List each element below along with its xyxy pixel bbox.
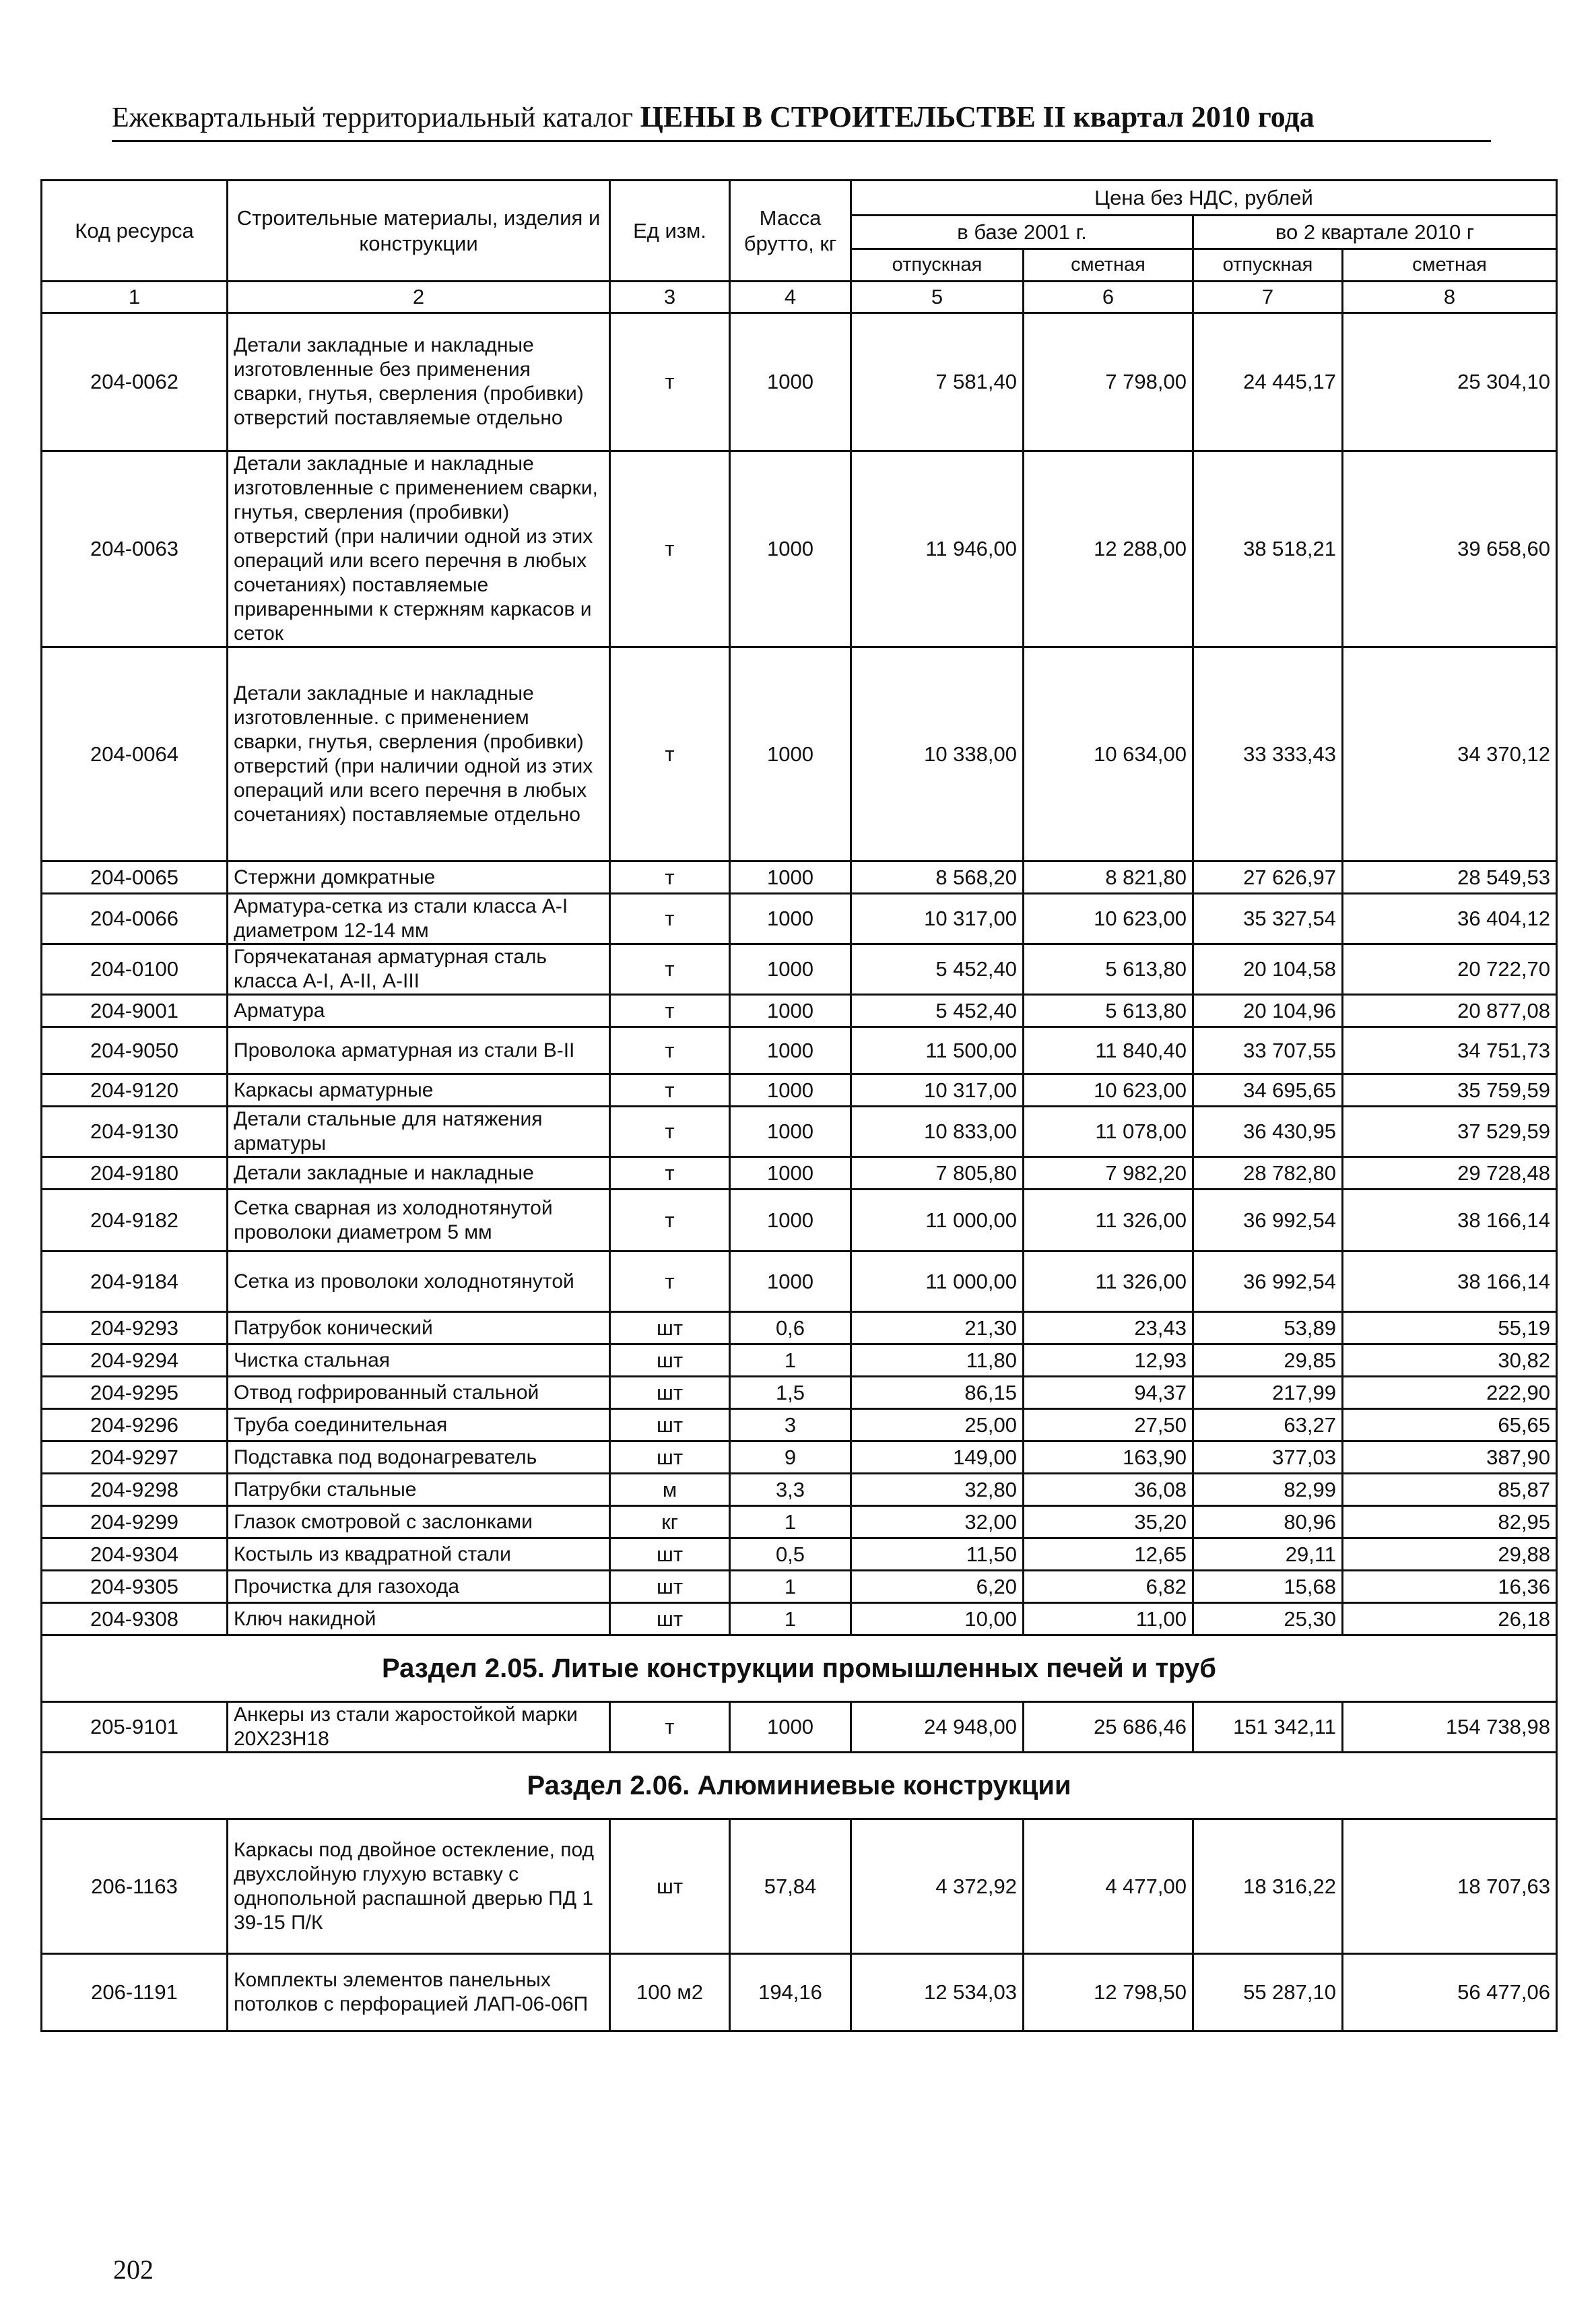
gross-mass: 1: [730, 1571, 851, 1603]
gross-mass: 194,16: [730, 1954, 851, 2031]
material-name: Глазок смотровой с заслонками: [228, 1506, 610, 1538]
price-base-estimate: 10 623,00: [1024, 894, 1193, 944]
price-current-estimate: 154 738,98: [1343, 1702, 1557, 1753]
material-name: Детали закладные и накладные изготовленные без применения сварки, гнутья, сверления (пробивки) отверстий поставляемые отдельно: [228, 313, 610, 451]
gross-mass: 0,5: [730, 1538, 851, 1571]
price-current-estimate: 34 370,12: [1343, 647, 1557, 861]
resource-code: 204-9297: [42, 1441, 228, 1474]
resource-code: 204-9184: [42, 1251, 228, 1312]
header-unit: Ед изм.: [610, 181, 730, 282]
table-row: [42, 894, 1557, 944]
gross-mass: 1000: [730, 1027, 851, 1074]
price-base-release: 11 946,00: [851, 451, 1024, 647]
unit-of-measure: шт: [610, 1312, 730, 1344]
material-name: Сетка сварная из холоднотянутой проволоки диаметром 5 мм: [228, 1190, 610, 1251]
material-name: Патрубки стальные: [228, 1474, 610, 1506]
price-base-release: 10 317,00: [851, 894, 1024, 944]
price-current-estimate: 16,36: [1343, 1571, 1557, 1603]
price-base-estimate: 11 326,00: [1024, 1251, 1193, 1312]
table-row: [42, 1441, 1557, 1474]
price-base-estimate: 11,00: [1024, 1603, 1193, 1635]
price-base-release: 10,00: [851, 1603, 1024, 1635]
price-current-release: 29,85: [1193, 1344, 1343, 1377]
material-name: Анкеры из стали жаростойкой марки 20Х23Н18: [228, 1702, 610, 1753]
price-current-estimate: 39 658,60: [1343, 451, 1557, 647]
price-base-release: 7 805,80: [851, 1157, 1024, 1190]
page-header: [112, 100, 1491, 134]
gross-mass: 1: [730, 1344, 851, 1377]
table-row: [42, 1377, 1557, 1409]
price-current-release: 27 626,97: [1193, 861, 1343, 894]
price-current-release: 53,89: [1193, 1312, 1343, 1344]
price-current-estimate: 85,87: [1343, 1474, 1557, 1506]
material-name: Проволока арматурная из стали В-II: [228, 1027, 610, 1074]
table-row: [42, 1954, 1557, 2031]
unit-of-measure: шт: [610, 1409, 730, 1441]
price-base-release: 21,30: [851, 1312, 1024, 1344]
resource-code: 205-9101: [42, 1702, 228, 1753]
resource-code: 206-1163: [42, 1819, 228, 1954]
resource-code: 204-9298: [42, 1474, 228, 1506]
price-current-release: 36 430,95: [1193, 1107, 1343, 1157]
price-base-estimate: 11 078,00: [1024, 1107, 1193, 1157]
resource-code: 204-9001: [42, 995, 228, 1027]
price-base-estimate: 11 326,00: [1024, 1190, 1193, 1251]
resource-code: 204-0100: [42, 944, 228, 995]
resource-code: 204-9294: [42, 1344, 228, 1377]
unit-of-measure: кг: [610, 1506, 730, 1538]
resource-code: 204-9295: [42, 1377, 228, 1409]
unit-of-measure: т: [610, 1027, 730, 1074]
gross-mass: 1000: [730, 1107, 851, 1157]
unit-of-measure: т: [610, 944, 730, 995]
unit-of-measure: т: [610, 1251, 730, 1312]
material-name: Патрубок конический: [228, 1312, 610, 1344]
material-name: Каркасы арматурные: [228, 1074, 610, 1107]
gross-mass: 1000: [730, 451, 851, 647]
table-row: [42, 451, 1557, 647]
gross-mass: 1000: [730, 861, 851, 894]
price-current-estimate: 20 722,70: [1343, 944, 1557, 995]
resource-code: 204-9120: [42, 1074, 228, 1107]
material-name: Комплекты элементов панельных потолков с перфорацией ЛАП-06-06П: [228, 1954, 610, 2031]
gross-mass: 9: [730, 1441, 851, 1474]
column-number: 1: [42, 282, 228, 313]
gross-mass: 1000: [730, 1190, 851, 1251]
price-current-estimate: 25 304,10: [1343, 313, 1557, 451]
header-name: Строительные материалы, изделия и конструкции: [228, 181, 610, 282]
price-table: [40, 179, 1558, 2032]
price-base-estimate: 94,37: [1024, 1377, 1193, 1409]
gross-mass: 1: [730, 1506, 851, 1538]
price-base-estimate: 163,90: [1024, 1441, 1193, 1474]
price-base-estimate: 25 686,46: [1024, 1702, 1193, 1753]
price-current-estimate: 38 166,14: [1343, 1251, 1557, 1312]
price-base-release: 12 534,03: [851, 1954, 1024, 2031]
price-base-release: 86,15: [851, 1377, 1024, 1409]
price-current-release: 28 782,80: [1193, 1157, 1343, 1190]
price-base-release: 11 500,00: [851, 1027, 1024, 1074]
unit-of-measure: шт: [610, 1819, 730, 1954]
material-name: Детали стальные для натяжения арматуры: [228, 1107, 610, 1157]
section-title: Раздел 2.05. Литые конструкции промышленных печей и труб: [42, 1635, 1557, 1702]
material-name: Костыль из квадратной стали: [228, 1538, 610, 1571]
price-current-estimate: 82,95: [1343, 1506, 1557, 1538]
price-base-release: 24 948,00: [851, 1702, 1024, 1753]
price-current-release: 55 287,10: [1193, 1954, 1343, 2031]
resource-code: 204-9050: [42, 1027, 228, 1074]
unit-of-measure: т: [610, 861, 730, 894]
material-name: Детали закладные и накладные изготовленные. с применением сварки, гнутья, сверления (пробивки) отверстий (при наличии одной из этих операций или всего перечня в любых сочетаниях) поставляемые отдельно: [228, 647, 610, 861]
column-number: 4: [730, 282, 851, 313]
table-row: [42, 647, 1557, 861]
gross-mass: 1000: [730, 995, 851, 1027]
price-current-release: 33 333,43: [1193, 647, 1343, 861]
gross-mass: 1000: [730, 894, 851, 944]
table-row: [42, 1409, 1557, 1441]
material-name: Арматура: [228, 995, 610, 1027]
price-current-release: 20 104,96: [1193, 995, 1343, 1027]
header-title: ЦЕНЫ В СТРОИТЕЛЬСТВЕ: [640, 100, 1036, 133]
price-current-estimate: 29 728,48: [1343, 1157, 1557, 1190]
price-current-estimate: 38 166,14: [1343, 1190, 1557, 1251]
resource-code: 204-0065: [42, 861, 228, 894]
price-current-estimate: 37 529,59: [1343, 1107, 1557, 1157]
price-current-release: 36 992,54: [1193, 1190, 1343, 1251]
price-base-release: 6,20: [851, 1571, 1024, 1603]
gross-mass: 1,5: [730, 1377, 851, 1409]
material-name: Горячекатаная арматурная сталь класса А-I, А-II, А-III: [228, 944, 610, 995]
resource-code: 204-9293: [42, 1312, 228, 1344]
table-row: [42, 861, 1557, 894]
column-numbers-row: [42, 282, 1557, 313]
price-current-release: 20 104,58: [1193, 944, 1343, 995]
table-row: [42, 1027, 1557, 1074]
gross-mass: 3: [730, 1409, 851, 1441]
price-base-estimate: 7 982,20: [1024, 1157, 1193, 1190]
price-base-release: 11,50: [851, 1538, 1024, 1571]
material-name: Подставка под водонагреватель: [228, 1441, 610, 1474]
price-current-estimate: 20 877,08: [1343, 995, 1557, 1027]
material-name: Детали закладные и накладные: [228, 1157, 610, 1190]
price-current-release: 38 518,21: [1193, 451, 1343, 647]
price-base-release: 11,80: [851, 1344, 1024, 1377]
price-base-release: 32,00: [851, 1506, 1024, 1538]
resource-code: 204-9308: [42, 1603, 228, 1635]
price-base-release: 11 000,00: [851, 1251, 1024, 1312]
gross-mass: 1000: [730, 1702, 851, 1753]
page-number: 202: [113, 2254, 154, 2285]
price-base-estimate: 12 798,50: [1024, 1954, 1193, 2031]
table-row: [42, 313, 1557, 451]
resource-code: 206-1191: [42, 1954, 228, 2031]
table-row: [42, 1074, 1557, 1107]
resource-code: 204-9305: [42, 1571, 228, 1603]
price-base-estimate: 23,43: [1024, 1312, 1193, 1344]
table-row: [42, 1474, 1557, 1506]
unit-of-measure: 100 м2: [610, 1954, 730, 2031]
resource-code: 204-0066: [42, 894, 228, 944]
column-number: 3: [610, 282, 730, 313]
resource-code: 204-9296: [42, 1409, 228, 1441]
gross-mass: 1000: [730, 313, 851, 451]
price-base-estimate: 12,93: [1024, 1344, 1193, 1377]
table-row: [42, 1538, 1557, 1571]
price-base-estimate: 35,20: [1024, 1506, 1193, 1538]
price-current-release: 35 327,54: [1193, 894, 1343, 944]
price-base-estimate: 7 798,00: [1024, 313, 1193, 451]
price-current-release: 15,68: [1193, 1571, 1343, 1603]
price-base-estimate: 5 613,80: [1024, 995, 1193, 1027]
price-base-release: 8 568,20: [851, 861, 1024, 894]
price-base-estimate: 10 634,00: [1024, 647, 1193, 861]
unit-of-measure: шт: [610, 1603, 730, 1635]
resource-code: 204-9304: [42, 1538, 228, 1571]
unit-of-measure: шт: [610, 1344, 730, 1377]
price-base-release: 149,00: [851, 1441, 1024, 1474]
material-name: Сетка из проволоки холоднотянутой: [228, 1251, 610, 1312]
unit-of-measure: шт: [610, 1538, 730, 1571]
price-base-estimate: 8 821,80: [1024, 861, 1193, 894]
unit-of-measure: т: [610, 1190, 730, 1251]
unit-of-measure: т: [610, 995, 730, 1027]
price-base-estimate: 6,82: [1024, 1571, 1193, 1603]
gross-mass: 1000: [730, 647, 851, 861]
resource-code: 204-0064: [42, 647, 228, 861]
price-base-estimate: 4 477,00: [1024, 1819, 1193, 1954]
gross-mass: 1: [730, 1603, 851, 1635]
price-current-release: 33 707,55: [1193, 1027, 1343, 1074]
material-name: Каркасы под двойное остекление, под двухслойную глухую вставку с однопольной распашной дверью ПД 1 39-15 П/К: [228, 1819, 610, 1954]
table-row: [42, 1344, 1557, 1377]
table-row: [42, 1312, 1557, 1344]
table-row: [42, 1702, 1557, 1753]
unit-of-measure: м: [610, 1474, 730, 1506]
price-base-release: 5 452,40: [851, 995, 1024, 1027]
table-row: [42, 1819, 1557, 1954]
table-row: [42, 1157, 1557, 1190]
gross-mass: 57,84: [730, 1819, 851, 1954]
gross-mass: 1000: [730, 1074, 851, 1107]
price-current-estimate: 26,18: [1343, 1603, 1557, 1635]
resource-code: 204-9180: [42, 1157, 228, 1190]
material-name: Арматура-сетка из стали класса А-I диаметром 12-14 мм: [228, 894, 610, 944]
header-current: во 2 квартале 2010 г: [1193, 216, 1557, 249]
price-base-release: 25,00: [851, 1409, 1024, 1441]
material-name: Отвод гофрированный стальной: [228, 1377, 610, 1409]
unit-of-measure: шт: [610, 1441, 730, 1474]
section-heading-row: [42, 1635, 1557, 1702]
header-release-base: отпускная: [851, 249, 1024, 282]
price-base-release: 10 833,00: [851, 1107, 1024, 1157]
column-number: 6: [1024, 282, 1193, 313]
material-name: Детали закладные и накладные изготовленные с применением сварки, гнутья, сверления (пробивки) отверстий (при наличии одной из этих операций или всего перечня в любых сочетаниях) поставляемые приваренными к стержням каркасов и сеток: [228, 451, 610, 647]
table-row: [42, 1251, 1557, 1312]
gross-mass: 1000: [730, 944, 851, 995]
price-current-release: 29,11: [1193, 1538, 1343, 1571]
column-number: 2: [228, 282, 610, 313]
gross-mass: 1000: [730, 1157, 851, 1190]
section-heading-row: [42, 1753, 1557, 1819]
price-base-release: 4 372,92: [851, 1819, 1024, 1954]
header-rule: [112, 140, 1491, 142]
price-current-estimate: 222,90: [1343, 1377, 1557, 1409]
column-number: 8: [1343, 282, 1557, 313]
price-current-estimate: 30,82: [1343, 1344, 1557, 1377]
material-name: Прочистка для газохода: [228, 1571, 610, 1603]
price-current-estimate: 29,88: [1343, 1538, 1557, 1571]
price-current-release: 36 992,54: [1193, 1251, 1343, 1312]
resource-code: 204-0063: [42, 451, 228, 647]
header-estimate-base: сметная: [1024, 249, 1193, 282]
price-current-release: 25,30: [1193, 1603, 1343, 1635]
material-name: Стержни домкратные: [228, 861, 610, 894]
column-number: 7: [1193, 282, 1343, 313]
price-current-estimate: 56 477,06: [1343, 1954, 1557, 2031]
price-current-release: 217,99: [1193, 1377, 1343, 1409]
unit-of-measure: т: [610, 1107, 730, 1157]
table-row: [42, 995, 1557, 1027]
header-base: в базе 2001 г.: [851, 216, 1193, 249]
header-mass: Масса брутто, кг: [730, 181, 851, 282]
unit-of-measure: шт: [610, 1571, 730, 1603]
section-title: Раздел 2.06. Алюминиевые конструкции: [42, 1753, 1557, 1819]
header-period: II квартал 2010 года: [1042, 100, 1315, 133]
price-current-release: 18 316,22: [1193, 1819, 1343, 1954]
column-number: 5: [851, 282, 1024, 313]
price-current-estimate: 34 751,73: [1343, 1027, 1557, 1074]
gross-mass: 1000: [730, 1251, 851, 1312]
price-current-estimate: 387,90: [1343, 1441, 1557, 1474]
price-current-estimate: 18 707,63: [1343, 1819, 1557, 1954]
header-estimate-current: сметная: [1343, 249, 1557, 282]
price-current-estimate: 36 404,12: [1343, 894, 1557, 944]
price-current-release: 24 445,17: [1193, 313, 1343, 451]
price-base-release: 32,80: [851, 1474, 1024, 1506]
price-current-release: 80,96: [1193, 1506, 1343, 1538]
price-current-release: 63,27: [1193, 1409, 1343, 1441]
table-row: [42, 1571, 1557, 1603]
unit-of-measure: т: [610, 451, 730, 647]
price-base-estimate: 10 623,00: [1024, 1074, 1193, 1107]
table-row: [42, 1107, 1557, 1157]
table-row: [42, 1506, 1557, 1538]
price-base-estimate: 5 613,80: [1024, 944, 1193, 995]
price-base-release: 10 338,00: [851, 647, 1024, 861]
price-base-estimate: 36,08: [1024, 1474, 1193, 1506]
table-row: [42, 944, 1557, 995]
material-name: Чистка стальная: [228, 1344, 610, 1377]
unit-of-measure: т: [610, 1157, 730, 1190]
unit-of-measure: т: [610, 894, 730, 944]
price-base-release: 11 000,00: [851, 1190, 1024, 1251]
unit-of-measure: шт: [610, 1377, 730, 1409]
price-current-release: 151 342,11: [1193, 1702, 1343, 1753]
price-current-release: 34 695,65: [1193, 1074, 1343, 1107]
price-base-release: 10 317,00: [851, 1074, 1024, 1107]
table-row: [42, 1603, 1557, 1635]
price-current-estimate: 55,19: [1343, 1312, 1557, 1344]
price-base-estimate: 11 840,40: [1024, 1027, 1193, 1074]
material-name: Ключ накидной: [228, 1603, 610, 1635]
price-base-release: 5 452,40: [851, 944, 1024, 995]
price-current-estimate: 35 759,59: [1343, 1074, 1557, 1107]
unit-of-measure: т: [610, 1074, 730, 1107]
price-current-estimate: 28 549,53: [1343, 861, 1557, 894]
header-code: Код ресурса: [42, 181, 228, 282]
header-release-current: отпускная: [1193, 249, 1343, 282]
table-row: [42, 1190, 1557, 1251]
unit-of-measure: т: [610, 1702, 730, 1753]
price-current-estimate: 65,65: [1343, 1409, 1557, 1441]
price-current-release: 82,99: [1193, 1474, 1343, 1506]
resource-code: 204-9130: [42, 1107, 228, 1157]
header-price: Цена без НДС, рублей: [851, 181, 1557, 216]
resource-code: 204-9182: [42, 1190, 228, 1251]
gross-mass: 0,6: [730, 1312, 851, 1344]
gross-mass: 3,3: [730, 1474, 851, 1506]
unit-of-measure: т: [610, 647, 730, 861]
unit-of-measure: т: [610, 313, 730, 451]
resource-code: 204-9299: [42, 1506, 228, 1538]
price-base-estimate: 12 288,00: [1024, 451, 1193, 647]
price-base-estimate: 12,65: [1024, 1538, 1193, 1571]
price-base-estimate: 27,50: [1024, 1409, 1193, 1441]
material-name: Труба соединительная: [228, 1409, 610, 1441]
resource-code: 204-0062: [42, 313, 228, 451]
price-base-release: 7 581,40: [851, 313, 1024, 451]
header-prefix: Ежеквартальный территориальный каталог: [112, 102, 634, 133]
price-current-release: 377,03: [1193, 1441, 1343, 1474]
